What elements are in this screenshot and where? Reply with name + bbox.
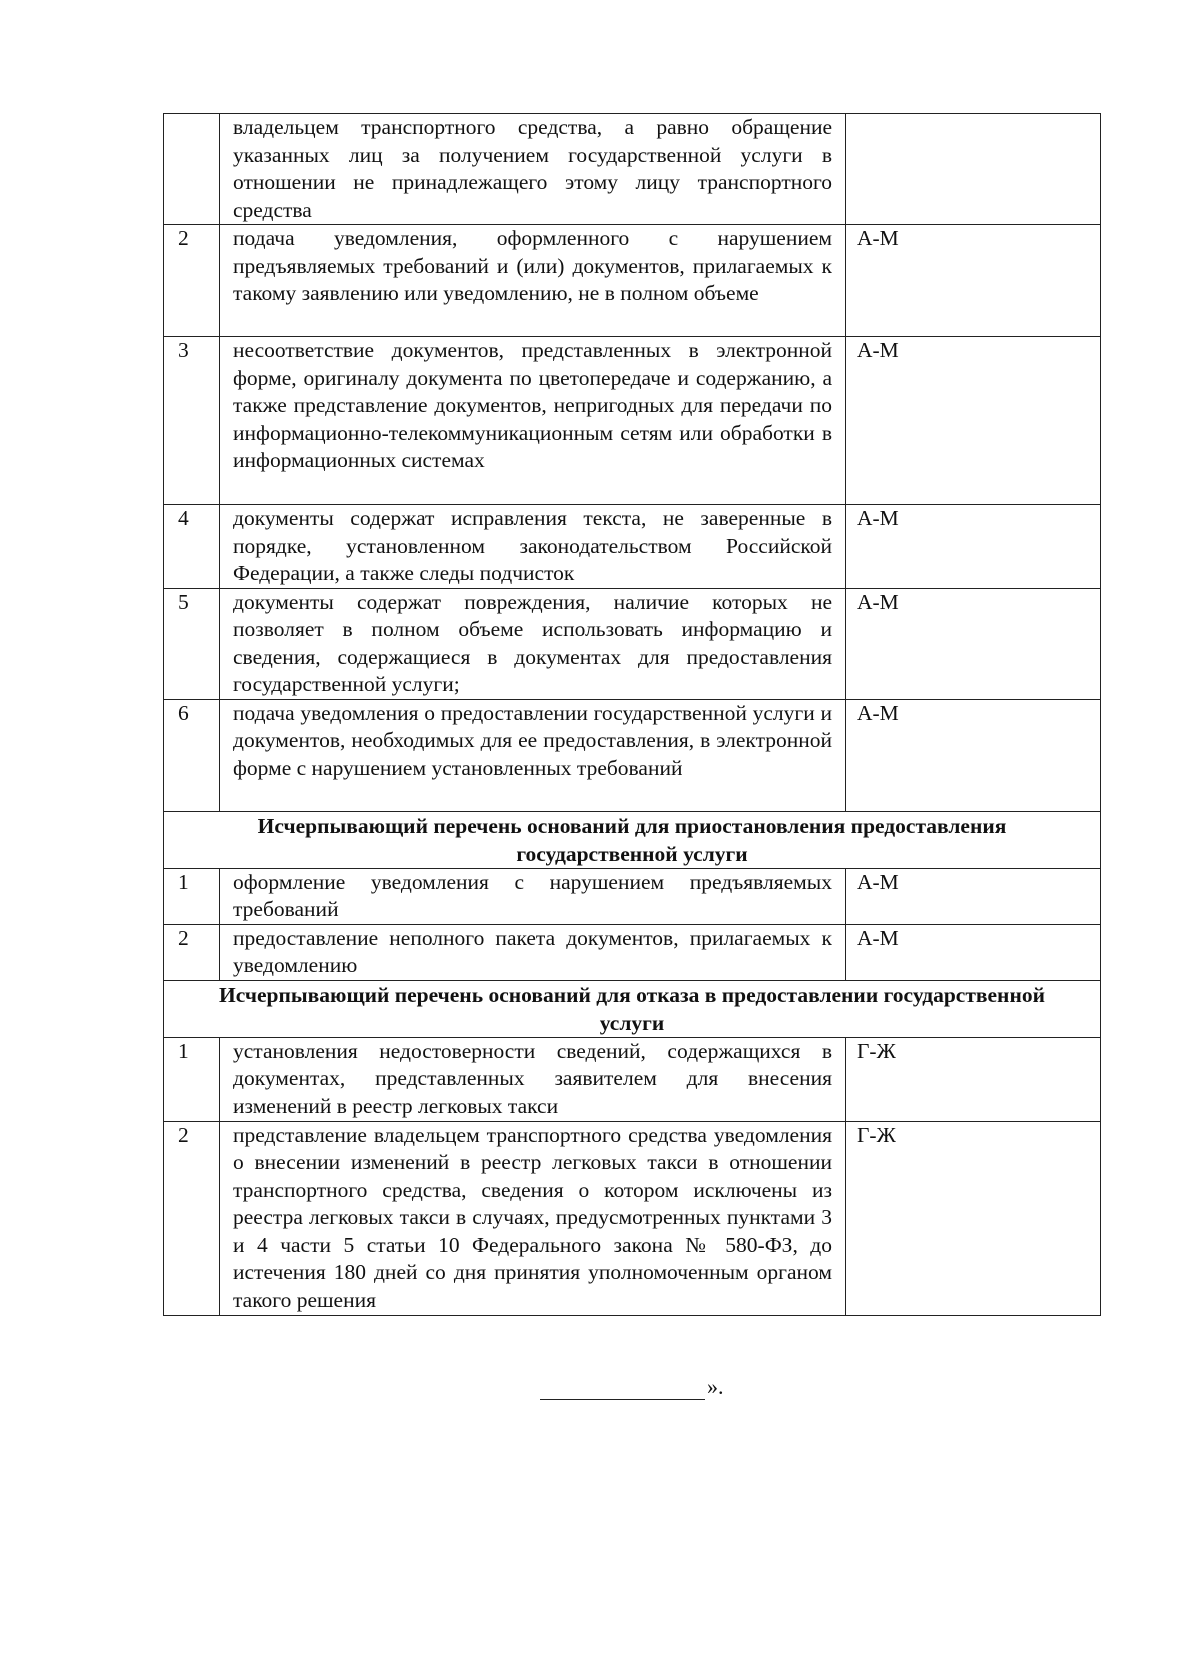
row-text: несоответствие документов, представленных в электронной форме, оригиналу документа по цветопередаче и содержанию, а также представление документов, непригодных для передачи по информационно-телекоммуникационным сетям или обработки в информационных системах [220,337,846,505]
row-code: А-М [846,505,1101,589]
row-text: представление владельцем транспортного средства уведомления о внесении изменений в реестр легковых такси в отношении транспортного средства, сведения о котором исключены из реестра легковых такси в случаях, предусмотренных пунктами 3 и 4 части 5 статьи 10 Федерального закона № 580-ФЗ, до истечения 180 дней со дня принятия уполномоченным органом такого решения [220,1121,846,1315]
row-text: владельцем транспортного средства, а равно обращение указанных лиц за получением государственной услуги в отношении не принадлежащего этому лицу транспортного средства [220,114,846,225]
row-code: А-М [846,225,1101,337]
closing-quote-mark: ». [707,1374,724,1399]
row-text: оформление уведомления с нарушением предъявляемых требований [220,868,846,924]
row-code: А-М [846,868,1101,924]
row-number: 6 [164,699,220,811]
row-text: документы содержат повреждения, наличие которых не позволяет в полном объеме использовать информацию и сведения, содержащиеся в документах для предоставления государственной услуги; [220,588,846,699]
table-row [164,337,1101,505]
row-code: А-М [846,699,1101,811]
row-number: 4 [164,505,220,589]
table-row [164,225,1101,337]
row-number: 3 [164,337,220,505]
row-code: А-М [846,924,1101,980]
row-number: 5 [164,588,220,699]
row-code: Г-Ж [846,1037,1101,1121]
table-row [164,588,1101,699]
table-row [164,1037,1101,1121]
row-number [164,114,220,225]
row-code: А-М [846,337,1101,505]
table-row [164,924,1101,980]
row-text: подача уведомления, оформленного с нарушением предъявляемых требований и (или) документов, прилагаемых к такому заявлению или уведомлению, не в полном объеме [220,225,846,337]
row-text: установления недостоверности сведений, содержащихся в документах, представленных заявителем для внесения изменений в реестр легковых такси [220,1037,846,1121]
row-number: 2 [164,924,220,980]
section-title-suspension: Исчерпывающий перечень оснований для приостановления предоставления государственной услуги [164,811,1101,868]
row-text: предоставление неполного пакета документов, прилагаемых к уведомлению [220,924,846,980]
section-header-row [164,811,1101,868]
signature-underline [540,1377,705,1400]
row-code: Г-Ж [846,1121,1101,1315]
table-row [164,114,1101,225]
row-number: 1 [164,1037,220,1121]
table-row [164,868,1101,924]
closing-signature-line [540,1374,724,1400]
row-code [846,114,1101,225]
table-row [164,1121,1101,1315]
row-number: 2 [164,1121,220,1315]
row-text: документы содержат исправления текста, не заверенные в порядке, установленном законодательством Российской Федерации, а также следы подчисток [220,505,846,589]
row-code: А-М [846,588,1101,699]
row-number: 2 [164,225,220,337]
row-number: 1 [164,868,220,924]
table-row [164,699,1101,811]
table-row [164,505,1101,589]
section-title-refusal: Исчерпывающий перечень оснований для отказа в предоставлении государственной услуги [164,980,1101,1037]
grounds-table [163,113,1101,1316]
section-header-row [164,980,1101,1037]
row-text: подача уведомления о предоставлении государственной услуги и документов, необходимых для ее предоставления, в электронной форме с нарушением установленных требований [220,699,846,811]
